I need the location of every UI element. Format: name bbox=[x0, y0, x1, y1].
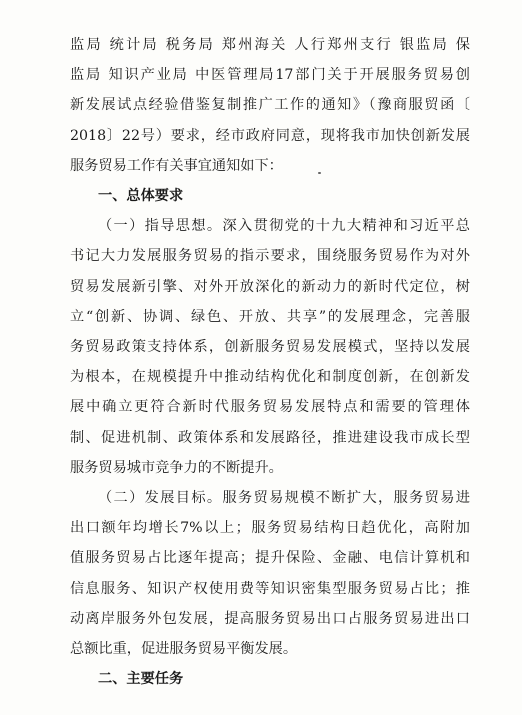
section-heading-overall-requirements: 一、总体要求 bbox=[98, 188, 184, 204]
text-line: 值服务贸易占比逐年提高；提升保险、金融、电信计算机和 bbox=[70, 550, 470, 567]
text-line: 新发展试点经验借鉴复制推广工作的通知》（豫商服贸函〔 bbox=[70, 97, 470, 114]
text-line: 立“创新、协调、绿色、开放、共享”的发展理念，完善服 bbox=[70, 308, 470, 325]
paragraph-first-line: （一）指导思想。深入贯彻党的十九大精神和习近平总 bbox=[98, 218, 470, 235]
text-line: 总额比重，促进服务贸易平衡发展。 bbox=[70, 641, 298, 657]
scan-speck bbox=[318, 172, 321, 174]
paragraph-first-line: （二）发展目标。服务贸易规模不断扩大，服务贸易进 bbox=[98, 490, 470, 506]
text-line: 信息服务、知识产权使用费等知识密集型服务贸易占比；推 bbox=[70, 580, 470, 597]
text-line: 服务贸易工作有关事宜通知如下： bbox=[70, 157, 283, 174]
text-line: 2018〕22号）要求，经市政府同意，现将我市加快创新发展 bbox=[70, 127, 470, 144]
text-line: 服务贸易城市竞争力的不断提升。 bbox=[70, 459, 283, 476]
text-line: 制、促进机制、政策体系和发展路径，推进建设我市成长型 bbox=[70, 429, 470, 446]
text-line: 务贸易政策支持体系，创新服务贸易发展模式，坚持以发展 bbox=[70, 339, 470, 355]
text-line: 监局 统计局 税务局 郑州海关 人行郑州支行 银监局 保 bbox=[70, 37, 470, 53]
section-heading-main-tasks: 二、主要任务 bbox=[98, 671, 184, 688]
text-line: 贸易发展新引擎、对外开放深化的新动力的新时代定位，树 bbox=[70, 278, 470, 295]
text-line: 书记大力发展服务贸易的指示要求，围绕服务贸易作为对外 bbox=[70, 248, 470, 265]
text-line: 监局 知识产业局 中医管理局17部门关于开展服务贸易创 bbox=[70, 67, 470, 84]
text-line: 动离岸服务外包发展，提高服务贸易出口占服务贸易进出口 bbox=[70, 610, 470, 627]
text-line: 出口额年均增长7%以上；服务贸易结构日趋优化，高附加 bbox=[70, 520, 470, 537]
text-line: 为根本，在规模提升中推动结构优化和制度创新，在创新发 bbox=[70, 369, 470, 386]
text-line: 展中确立更符合新时代服务贸易发展特点和需要的管理体 bbox=[70, 399, 470, 416]
